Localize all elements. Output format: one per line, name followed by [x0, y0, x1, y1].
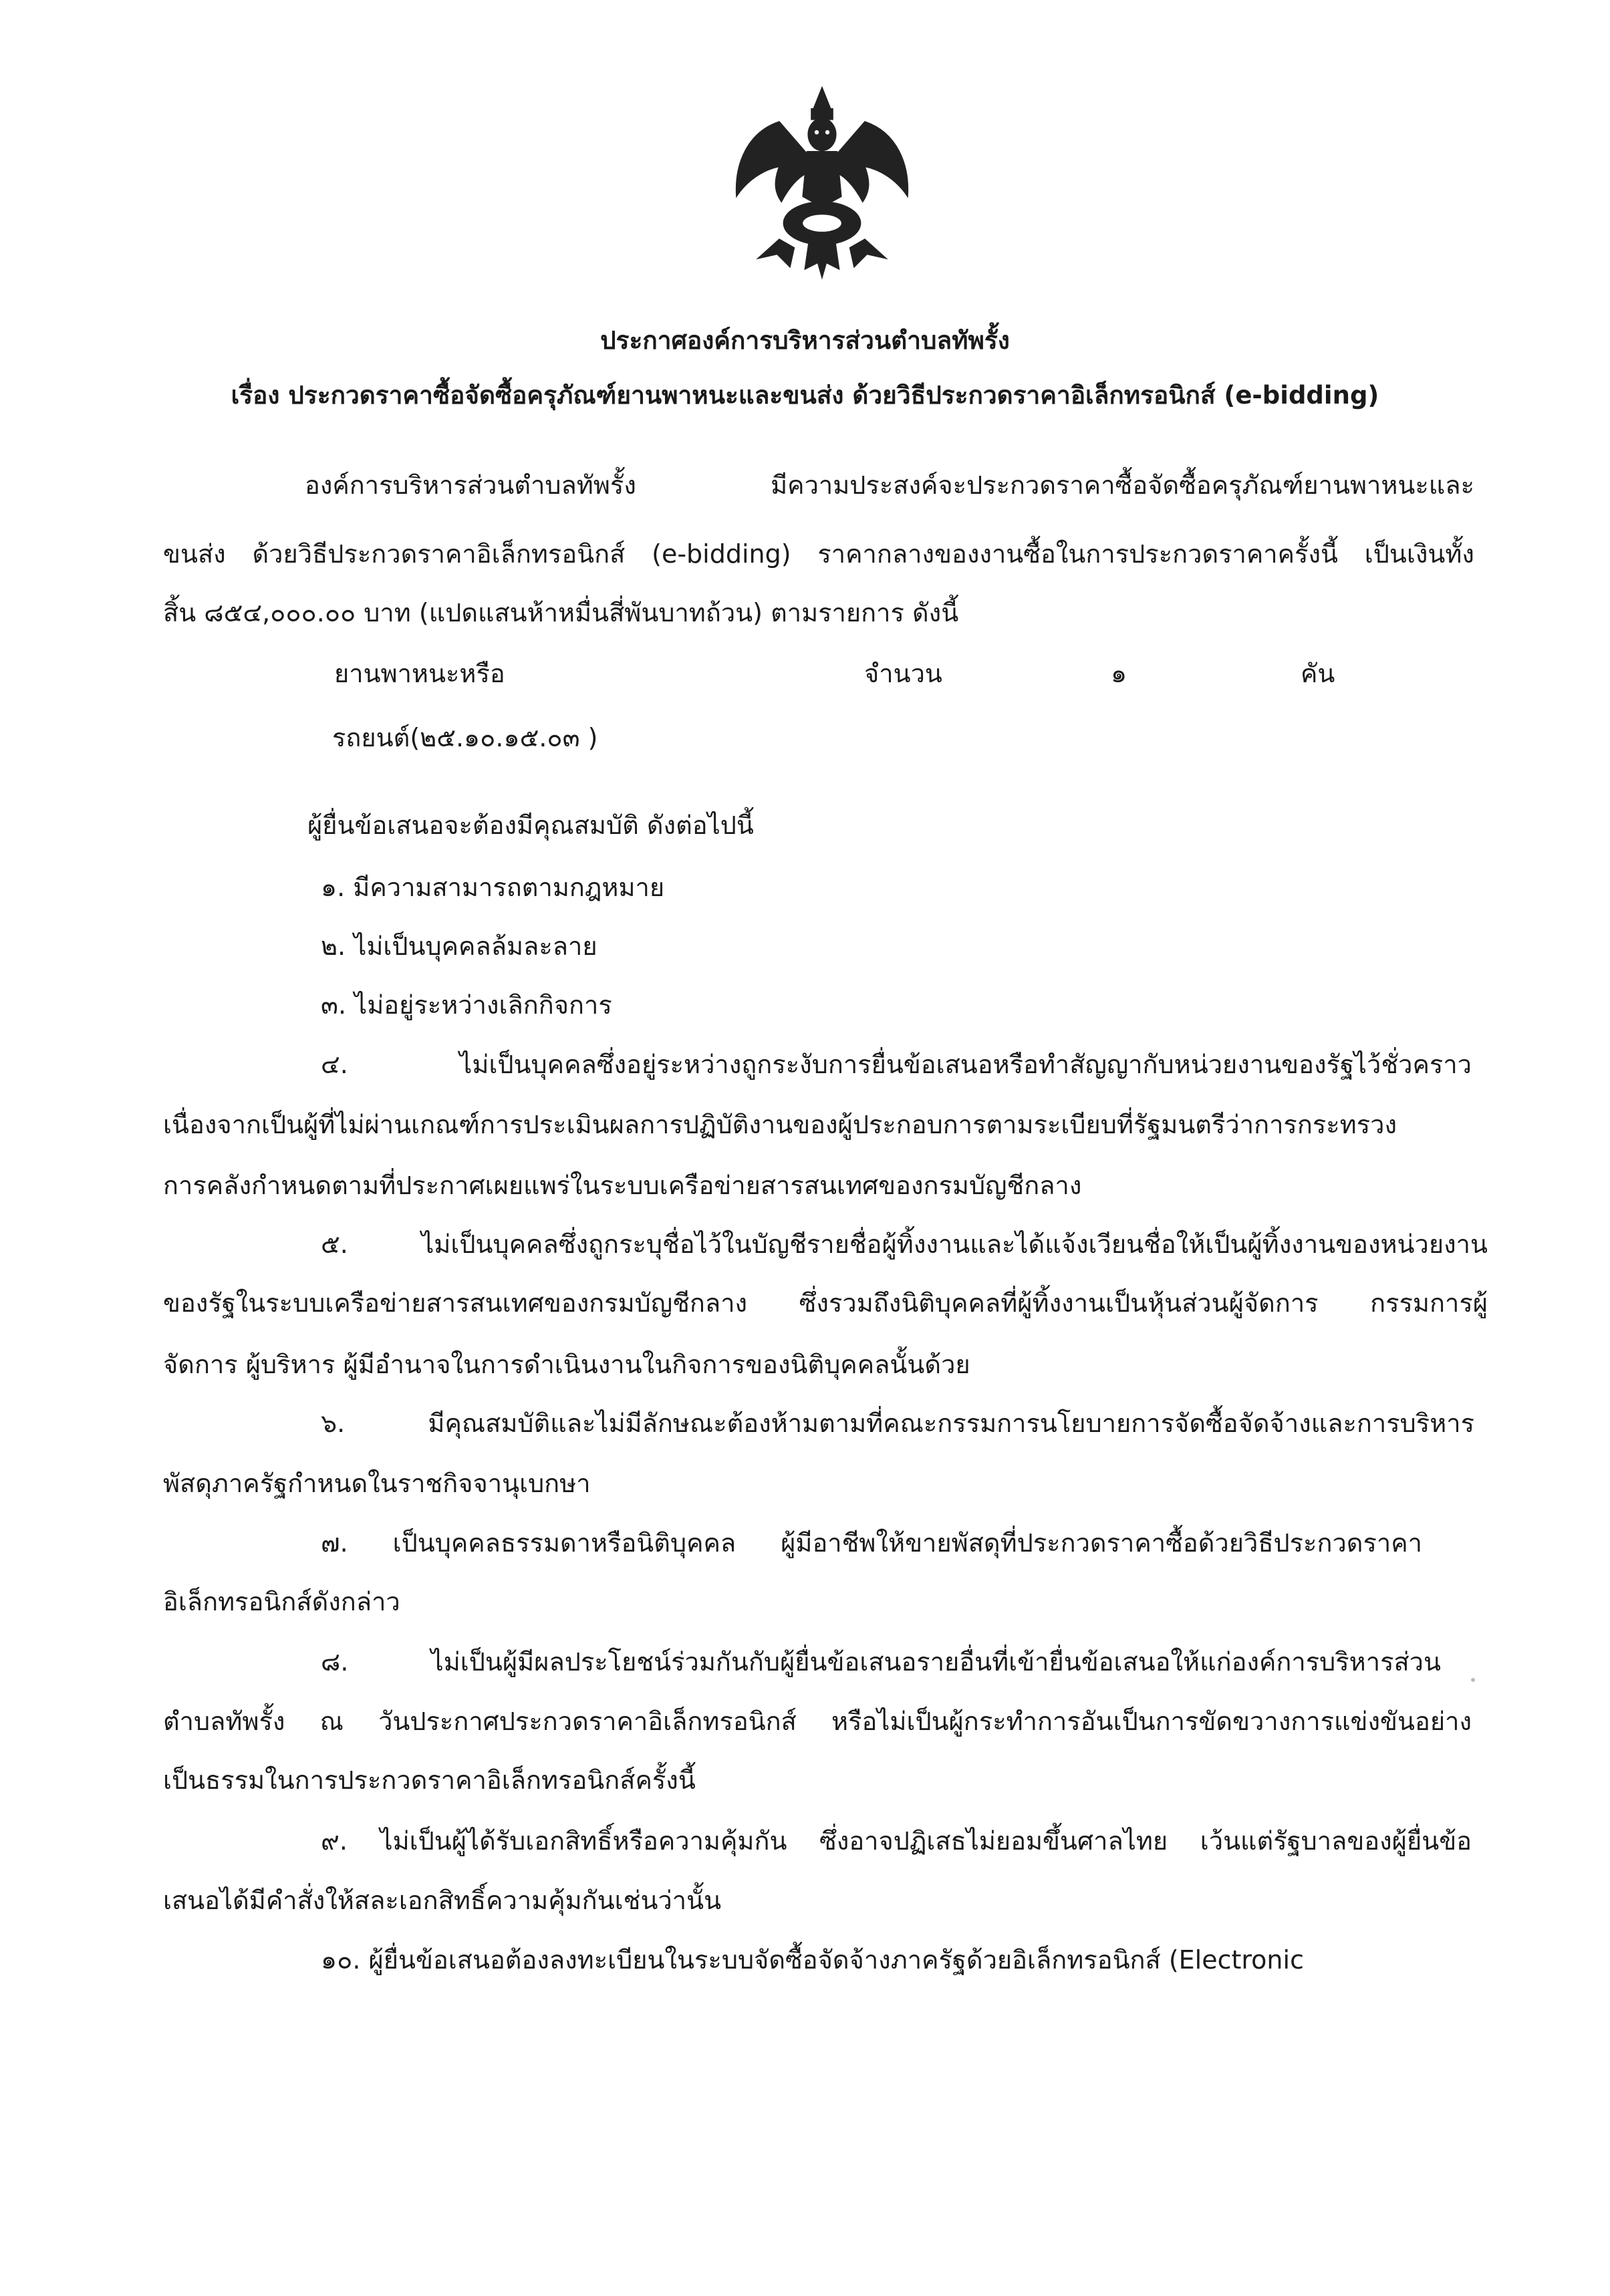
qualification-5-line-1: ๕. ไม่เป็นบุคคลซึ่งถูกระบุชื่อไว้ในบัญชีรายชื่อผู้ทิ้งงานและได้แจ้งเวียนชื่อให้เป็นผู้ทิ้งงานของหน่วยงาน [321, 1230, 1488, 1259]
qualification-3: ๓. ไม่อยู่ระหว่างเลิกกิจการ [321, 990, 612, 1020]
qualification-4-line-1: ๔. ไม่เป็นบุคคลซึ่งอยู่ระหว่างถูกระงับการยื่นข้อเสนอหรือทำสัญญากับหน่วยงานของรัฐไว้ชั่วคราว [321, 1050, 1472, 1079]
item-name-line-1: ยานพาหนะหรือ [334, 659, 505, 688]
intro-line-2: ขนส่ง ด้วยวิธีประกวดราคาอิเล็กทรอนิกส์ (e-bidding) ราคากลางของงานซื้อในการประกวดราคาครั้งนี้ เป็นเงินทั้ง [163, 539, 1474, 569]
item-unit: คัน [1301, 659, 1335, 688]
qualification-8-line-2: ตำบลทัพรั้ง ณ วันประกาศประกวดราคาอิเล็กทรอนิกส์ หรือไม่เป็นผู้กระทำการอันเป็นการขัดขวางการแข่งขันอย่าง [163, 1707, 1472, 1736]
qualification-2: ๒. ไม่เป็นบุคคลล้มละลาย [321, 931, 597, 961]
qualification-1: ๑. มีความสามารถตามกฎหมาย [321, 873, 665, 902]
intro-line-3: สิ้น ๘๕๔,๐๐๐.๐๐ บาท (แปดแสนห้าหมื่นสี่พันบาทถ้วน) ตามรายการ ดังนี้ [163, 598, 959, 627]
announcement-title: ประกาศองค์การบริหารส่วนตำบลทัพรั้ง [600, 326, 1010, 355]
announcement-subject: เรื่อง ประกวดราคาซื้อจัดซื้อครุภัณฑ์ยานพาหนะและขนส่ง ด้วยวิธีประกวดราคาอิเล็กทรอนิกส์ (e-bidding) [231, 381, 1379, 410]
qualification-10-line-1: ๑๐. ผู้ยื่นข้อเสนอต้องลงทะเบียนในระบบจัดซื้อจัดจ้างภาครัฐด้วยอิเล็กทรอนิกส์ (Electronic [321, 1945, 1304, 1975]
qualification-5-line-3: จัดการ ผู้บริหาร ผู้มีอำนาจในการดำเนินงานในกิจการของนิติบุคคลนั้นด้วย [163, 1350, 970, 1379]
qualification-8-line-3: เป็นธรรมในการประกวดราคาอิเล็กทรอนิกส์ครั้งนี้ [163, 1765, 696, 1795]
qualification-6-line-2: พัสดุภาครัฐกำหนดในราชกิจจานุเบกษา [163, 1469, 591, 1498]
qualification-4-line-3: การคลังกำหนดตามที่ประกาศเผยแพร่ในระบบเครือข่ายสารสนเทศของกรมบัญชีกลาง [163, 1171, 1082, 1200]
intro-line-1: องค์การบริหารส่วนตำบลทัพรั้ง มีความประสงค์จะประกวดราคาซื้อจัดซื้อครุภัณฑ์ยานพาหนะและ [305, 470, 1474, 500]
item-qty: ๑ [1111, 659, 1127, 688]
item-name-line-2: รถยนต์(๒๕.๑๐.๑๕.๐๓ ) [332, 723, 598, 752]
qualification-5-line-2: ของรัฐในระบบเครือข่ายสารสนเทศของกรมบัญชีกลาง ซึ่งรวมถึงนิติบุคคลที่ผู้ทิ้งงานเป็นหุ้นส่วนผู้จัดการ กรรมการผู้ [163, 1288, 1488, 1318]
qualifications-heading: ผู้ยื่นข้อเสนอจะต้องมีคุณสมบัติ ดังต่อไปนี้ [307, 811, 754, 840]
qualification-4-line-2: เนื่องจากเป็นผู้ที่ไม่ผ่านเกณฑ์การประเมินผลการปฏิบัติงานของผู้ประกอบการตามระเบียบที่รัฐมนตรีว่าการกระทรวง [163, 1110, 1397, 1139]
qualification-6-line-1: ๖. มีคุณสมบัติและไม่มีลักษณะต้องห้ามตามที่คณะกรรมการนโยบายการจัดซื้อจัดจ้างและการบริหาร [321, 1409, 1474, 1438]
qualification-8-line-1: ๘. ไม่เป็นผู้มีผลประโยชน์ร่วมกันกับผู้ยื่นข้อเสนอรายอื่นที่เข้ายื่นข้อเสนอให้แก่องค์การบริหารส่วน [321, 1647, 1441, 1677]
qualification-9-line-2: เสนอได้มีคำสั่งให้สละเอกสิทธิ์ความคุ้มกันเช่นว่านั้น [163, 1886, 722, 1915]
qualification-7-line-1: ๗. เป็นบุคคลธรรมดาหรือนิติบุคคล ผู้มีอาชีพให้ขายพัสดุที่ประกวดราคาซื้อด้วยวิธีประกวดราคา [321, 1528, 1422, 1558]
item-qty-label: จำนวน [864, 659, 942, 688]
qualification-9-line-1: ๙. ไม่เป็นผู้ได้รับเอกสิทธิ์หรือความคุ้มกัน ซึ่งอาจปฏิเสธไม่ยอมขึ้นศาลไทย เว้นแต่รัฐบาลของผู้ยื่นข้อ [321, 1826, 1472, 1856]
qualification-7-line-2: อิเล็กทรอนิกส์ดังกล่าว [163, 1587, 400, 1616]
garuda-emblem-icon [715, 79, 929, 293]
scan-speck [1471, 1678, 1475, 1682]
